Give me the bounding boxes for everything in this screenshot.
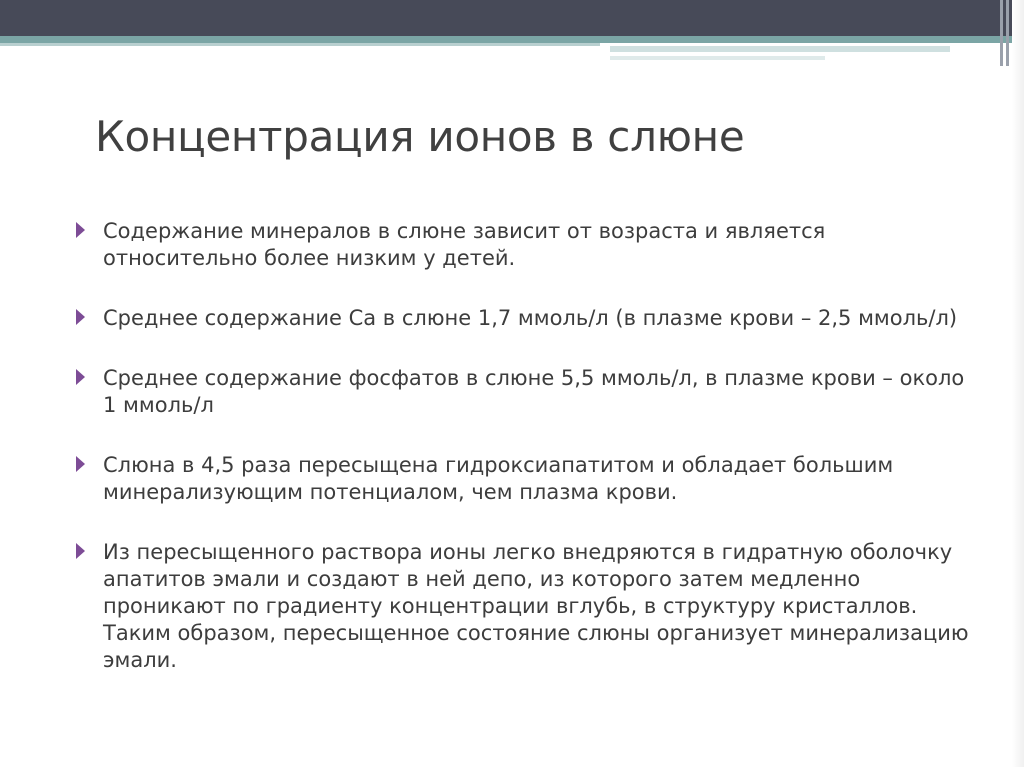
slide-right-edge: [1012, 0, 1024, 767]
bullet-item: [76, 539, 976, 674]
header-vertical-line: [1000, 0, 1003, 66]
slide-title: Концентрация ионов в слюне: [95, 112, 745, 161]
header-accent-stripe: [610, 46, 950, 52]
bullet-item: [76, 452, 976, 506]
bullet-item: [76, 305, 976, 332]
bullet-text: Из пересыщенного раствора ионы легко внедряются в гидратную оболочку апатитов эмали и создают в ней депо, из которого затем медленно проникают по градиенту концентрации вглубь, в структуру кристаллов. Таким образом, пересыщенное состояние слюны организует минерализацию эмали.: [103, 540, 969, 672]
bullet-triangle-icon: [76, 222, 85, 238]
bullet-triangle-icon: [76, 543, 85, 559]
header-accent-stripe-small: [610, 56, 825, 60]
bullet-item: [76, 218, 976, 272]
bullet-triangle-icon: [76, 309, 85, 325]
bullet-triangle-icon: [76, 369, 85, 385]
bullet-triangle-icon: [76, 456, 85, 472]
bullet-item: [76, 365, 976, 419]
bullet-list: [76, 218, 976, 674]
bullet-text: Слюна в 4,5 раза пересыщена гидроксиапатитом и обладает большим минерализующим потенциалом, чем плазма крови.: [103, 453, 894, 504]
bullet-text: Содержание минералов в слюне зависит от возраста и является относительно более низким у детей.: [103, 219, 826, 270]
header-dark-band: [0, 0, 1024, 36]
header-teal-stripe: [0, 36, 1024, 43]
header-vertical-line: [1006, 0, 1009, 66]
bullet-text: Среднее содержание Са в слюне 1,7 ммоль/л (в плазме крови – 2,5 ммоль/л): [103, 306, 958, 330]
header-light-stripe: [0, 43, 600, 46]
bullet-text: Среднее содержание фосфатов в слюне 5,5 ммоль/л, в плазме крови – около 1 ммоль/л: [103, 366, 965, 417]
